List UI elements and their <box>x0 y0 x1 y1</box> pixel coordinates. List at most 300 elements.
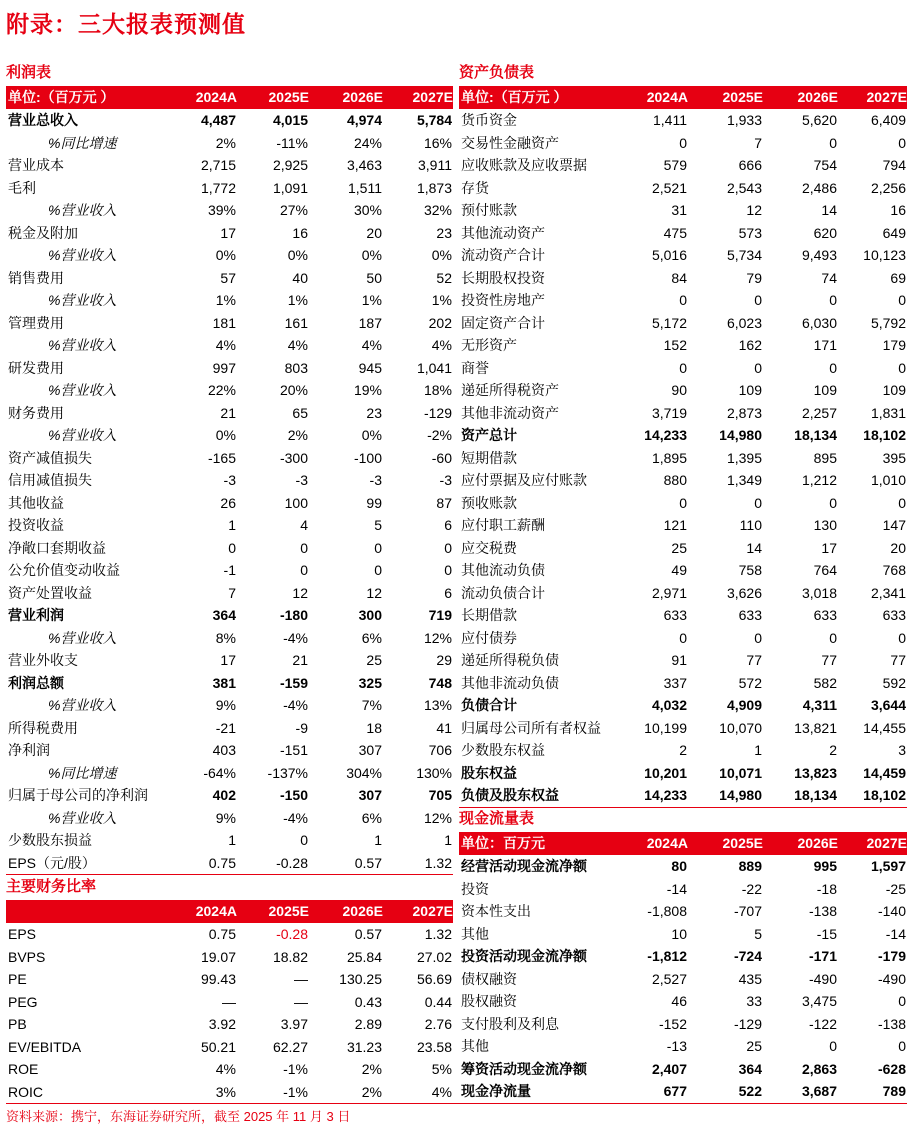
cell-value: -129 <box>423 404 452 421</box>
cell-value: -490 <box>808 970 837 987</box>
cell-value: 2,341 <box>870 584 906 601</box>
row-label: BVPS <box>8 948 46 965</box>
table-row <box>459 717 907 740</box>
cell-value: -129 <box>733 1015 762 1032</box>
header-year: 2026E <box>309 900 383 923</box>
row-label: 少数股东权益 <box>461 742 545 758</box>
cell-value: 14,459 <box>863 764 906 781</box>
cell-value: -64% <box>203 764 236 781</box>
cell-value: 57 <box>220 269 236 286</box>
table-row <box>6 312 453 335</box>
cell-value: 1,597 <box>870 858 906 874</box>
row-label: PE <box>8 971 27 987</box>
cell-value: 17 <box>220 652 236 668</box>
cell-value: 32% <box>423 202 452 218</box>
cell-value: 20 <box>366 224 382 241</box>
cell-value: 56.69 <box>416 971 452 987</box>
row-label: 筹资活动现金流净额 <box>461 1060 587 1077</box>
cell-value: 39% <box>207 202 236 218</box>
row-label: EPS <box>8 926 37 942</box>
row-label: 净敞口套期收益 <box>8 539 106 556</box>
cell-value: 945 <box>358 359 382 376</box>
table-row <box>6 132 453 155</box>
cell-value: 2,407 <box>651 1060 687 1077</box>
table-row <box>459 379 907 402</box>
row-label: 支付股利及利息 <box>461 1015 559 1032</box>
cell-value: 14,233 <box>619 784 688 807</box>
row-label: 预收账款 <box>461 494 517 511</box>
cell-value: 21 <box>220 404 236 421</box>
row-label: %营业收入 <box>48 202 117 218</box>
cell-value: 2,486 <box>801 179 837 196</box>
cell-value: 147 <box>882 517 906 533</box>
cash-flow-title: 现金流量表 <box>459 810 535 827</box>
table-header-row <box>459 832 907 855</box>
table-row <box>6 1013 453 1036</box>
cell-value: 16% <box>423 134 452 151</box>
table-row <box>459 968 907 991</box>
cell-value: 14,980 <box>688 784 763 807</box>
row-label: %同比增速 <box>48 764 117 781</box>
table-row <box>6 762 453 785</box>
cell-value: 33 <box>746 993 762 1009</box>
cell-value: 152 <box>663 337 687 353</box>
table-row <box>459 199 907 222</box>
cell-value: 1,873 <box>416 179 452 196</box>
cell-value: 0 <box>898 993 906 1009</box>
cell-value: 4% <box>215 337 236 353</box>
cell-value: 0 <box>374 539 382 556</box>
cell-value: -724 <box>733 948 762 964</box>
header-year: 2027E <box>838 86 907 109</box>
table-row <box>459 990 907 1013</box>
cell-value: 0 <box>898 494 906 511</box>
cell-value: 18 <box>366 719 382 736</box>
table-row <box>6 582 453 605</box>
cell-value: 764 <box>813 562 837 578</box>
cell-value: -152 <box>658 1015 687 1032</box>
cell-value: 6% <box>361 809 382 826</box>
table-row <box>459 784 907 807</box>
table-row <box>6 829 453 852</box>
cell-value: 0 <box>898 359 906 376</box>
table-row <box>6 492 453 515</box>
cell-value: 13,821 <box>794 719 837 736</box>
cell-value: 6 <box>444 584 452 601</box>
financial-ratios-table <box>6 900 453 1104</box>
cell-value: 0 <box>300 832 308 848</box>
table-row <box>459 514 907 537</box>
row-label: 营业成本 <box>8 157 64 173</box>
table-row <box>6 1058 453 1081</box>
cell-value: 0.57 <box>354 926 382 942</box>
header-year: 2026E <box>763 832 838 855</box>
row-label: 交易性金融资产 <box>461 134 559 151</box>
cell-value: 995 <box>813 858 837 874</box>
cell-value: 9% <box>215 697 236 713</box>
table-row <box>6 739 453 762</box>
row-label: 其他收益 <box>8 494 64 511</box>
row-label: %营业收入 <box>48 809 117 826</box>
cell-value: 187 <box>358 314 382 331</box>
row-label: 少数股东损益 <box>8 832 92 848</box>
cell-value: 3.97 <box>280 1016 308 1032</box>
cell-value: 2.89 <box>354 1016 382 1032</box>
cell-value: 9% <box>215 809 236 826</box>
cell-value: 1,511 <box>348 179 382 196</box>
cell-value: 0% <box>361 247 382 263</box>
cell-value: 4% <box>287 337 308 353</box>
cell-value: 79 <box>746 269 762 286</box>
cell-value: 109 <box>882 382 906 398</box>
cell-value: 50.21 <box>200 1038 236 1055</box>
cell-value: 2,527 <box>651 970 687 987</box>
cell-value: — <box>222 993 236 1010</box>
cell-value: 17 <box>821 539 837 556</box>
cell-value: -140 <box>877 903 906 919</box>
cell-value: -60 <box>431 449 452 466</box>
cell-value: 0% <box>287 247 308 263</box>
cell-value: 2,521 <box>651 179 687 196</box>
cell-value: 1,895 <box>651 449 687 466</box>
cell-value: 9,493 <box>801 247 837 263</box>
cell-value: 31.23 <box>346 1038 382 1055</box>
cell-value: 403 <box>212 742 236 758</box>
cell-value: 748 <box>428 674 452 691</box>
cell-value: 10,123 <box>863 247 906 263</box>
cell-value: 3,719 <box>651 404 687 421</box>
row-label: 税金及附加 <box>8 224 78 241</box>
cell-value: 705 <box>428 787 452 803</box>
cell-value: 0 <box>829 629 837 646</box>
cell-value: -171 <box>808 948 837 964</box>
cell-value: -13 <box>666 1038 687 1054</box>
cell-value: 171 <box>813 337 837 353</box>
table-row <box>6 852 453 875</box>
cell-value: 0 <box>228 539 236 556</box>
cell-value: 5,784 <box>416 112 452 128</box>
cell-value: 14,455 <box>863 719 906 736</box>
cell-value: 1,212 <box>801 472 837 488</box>
cell-value: 12% <box>423 809 452 826</box>
table-row <box>459 402 907 425</box>
cell-value: 0% <box>361 427 382 443</box>
source-note: 资料来源：携宁，东海证券研究所，截至 2025 年 11 月 3 日 <box>6 1109 351 1124</box>
cell-value: 1 <box>374 832 382 848</box>
cell-value: -11% <box>276 134 308 151</box>
cell-value: 0 <box>898 629 906 646</box>
cell-value: 18,102 <box>863 427 906 443</box>
cell-value: 130 <box>813 517 837 533</box>
cell-value: 109 <box>738 382 762 398</box>
table-row <box>459 1058 907 1081</box>
cell-value: 803 <box>284 359 308 376</box>
row-label: 归属于母公司的净利润 <box>8 787 148 803</box>
cell-value: 4% <box>361 337 382 353</box>
row-label: 毛利 <box>8 179 36 196</box>
table-row <box>459 672 907 695</box>
cell-value: 789 <box>838 1080 907 1103</box>
cell-value: — <box>294 993 308 1010</box>
table-row <box>459 357 907 380</box>
row-label: 资产处置收益 <box>8 584 92 601</box>
header-year: 2025E <box>237 900 309 923</box>
table-row <box>459 1013 907 1036</box>
cell-value: 300 <box>358 607 382 623</box>
cell-value: 7% <box>361 697 382 713</box>
cell-value: 22% <box>207 382 236 398</box>
footer-divider <box>6 1103 907 1104</box>
table-row <box>459 1035 907 1058</box>
cell-value: 0 <box>829 1038 837 1054</box>
cell-value: -21 <box>215 719 236 736</box>
cell-value: 1,831 <box>870 404 906 421</box>
table-row <box>459 424 907 447</box>
header-year: 2027E <box>383 900 453 923</box>
row-label: EPS（元/股） <box>6 852 162 875</box>
cell-value: -15 <box>816 925 837 942</box>
cell-value: 0 <box>754 292 762 308</box>
table-row <box>459 855 907 878</box>
cell-value: 14,233 <box>644 427 687 443</box>
cell-value: 649 <box>882 224 906 241</box>
cell-value: 65 <box>292 404 308 421</box>
cell-value: 2,256 <box>870 179 906 196</box>
cell-value: 25 <box>746 1038 762 1054</box>
cell-value: 364 <box>738 1060 762 1077</box>
cell-value: 16 <box>890 202 906 218</box>
table-row <box>459 492 907 515</box>
row-label: 营业总收入 <box>8 112 78 128</box>
cell-value: 12 <box>292 584 308 601</box>
row-label: 投资性房地产 <box>461 292 545 308</box>
cell-value: 997 <box>212 359 236 376</box>
cell-value: 1,933 <box>726 112 762 128</box>
cell-value: 12 <box>746 202 762 218</box>
cell-value: 768 <box>882 562 906 578</box>
cell-value: 80 <box>671 858 687 874</box>
table-row <box>459 762 907 785</box>
row-label: 应付债券 <box>461 629 517 646</box>
cell-value: 573 <box>738 224 762 241</box>
cell-value: 90 <box>671 382 687 398</box>
row-label: 其他 <box>461 925 489 942</box>
row-label: ROIC <box>6 1081 162 1104</box>
table-row <box>6 604 453 627</box>
cell-value: 2% <box>361 1061 382 1077</box>
cell-value: 2,925 <box>272 157 308 173</box>
cell-value: 5 <box>374 517 382 533</box>
cell-value: 100 <box>284 494 308 511</box>
cell-value: 0 <box>754 629 762 646</box>
cell-value: 109 <box>813 382 837 398</box>
cell-value: -4% <box>283 809 308 826</box>
cell-value: -3 <box>295 472 308 488</box>
cell-value: 74 <box>821 269 837 286</box>
cell-value: -0.28 <box>276 926 308 942</box>
cell-value: 758 <box>738 562 762 578</box>
cell-value: 30% <box>353 202 382 218</box>
cell-value: 40 <box>292 269 308 286</box>
cell-value: 21 <box>292 652 308 668</box>
table-header-row <box>6 900 453 923</box>
cell-value: 2,543 <box>726 179 762 196</box>
row-label: 应交税费 <box>461 539 517 556</box>
cell-value: — <box>294 971 308 987</box>
cell-value: 10,199 <box>644 719 687 736</box>
cell-value: 2 <box>829 742 837 758</box>
cell-value: 0% <box>215 427 236 443</box>
income-statement-table <box>6 86 453 875</box>
cell-value: 49 <box>671 562 687 578</box>
table-row <box>6 514 453 537</box>
cell-value: 10,201 <box>644 764 687 781</box>
table-row <box>6 244 453 267</box>
table-row <box>459 923 907 946</box>
row-label: %营业收入 <box>48 697 117 713</box>
row-label: 股东权益 <box>461 764 517 781</box>
row-label: %营业收入 <box>48 629 117 646</box>
cell-value: 13% <box>423 697 452 713</box>
cell-value: 5,172 <box>651 314 687 331</box>
cell-value: 27.02 <box>416 948 452 965</box>
cell-value: 0 <box>829 134 837 151</box>
financial-ratios-title: 主要财务比率 <box>6 878 97 895</box>
cell-value: 4 <box>300 517 308 533</box>
table-row <box>6 694 453 717</box>
cell-value: 1.32 <box>424 926 452 942</box>
cell-value: 794 <box>882 157 906 173</box>
income-statement-title: 利润表 <box>6 64 52 81</box>
cell-value: 6% <box>361 629 382 646</box>
table-row <box>6 991 453 1014</box>
row-label: 信用减值损失 <box>8 472 92 488</box>
cell-value: 1% <box>431 292 452 308</box>
table-row <box>459 267 907 290</box>
header-year: 2027E <box>383 86 453 109</box>
cell-value: -165 <box>207 449 236 466</box>
row-label: %营业收入 <box>48 247 117 263</box>
cell-value: 69 <box>890 269 906 286</box>
row-label: 其他非流动负债 <box>461 674 559 691</box>
cell-value: 0.75 <box>208 926 236 942</box>
cell-value: -122 <box>808 1015 837 1032</box>
cell-value: 14 <box>821 202 837 218</box>
cell-value: 4,015 <box>272 112 308 128</box>
table-row <box>6 109 453 132</box>
cell-value: 14 <box>746 539 762 556</box>
cell-value: 162 <box>738 337 762 353</box>
cell-value: 25.84 <box>346 948 382 965</box>
table-row <box>459 694 907 717</box>
cell-value: 77 <box>821 652 837 668</box>
table-row <box>459 334 907 357</box>
row-label: 应付票据及应付账款 <box>461 472 587 488</box>
row-label: 其他非流动资产 <box>461 404 559 421</box>
cell-value: 2% <box>215 134 236 151</box>
cell-value: 179 <box>882 337 906 353</box>
row-label: PB <box>8 1016 27 1032</box>
cell-value: -150 <box>279 787 308 803</box>
row-label: 无形资产 <box>461 337 517 353</box>
cell-value: 5,792 <box>870 314 906 331</box>
cell-value: -25 <box>885 880 906 897</box>
cell-value: 41 <box>436 719 452 736</box>
table-row <box>6 289 453 312</box>
cell-value: 110 <box>739 517 762 533</box>
table-row <box>459 469 907 492</box>
cell-value: 0 <box>444 562 452 578</box>
cell-value: 1.32 <box>383 852 453 875</box>
table-row <box>6 379 453 402</box>
table-row <box>459 582 907 605</box>
cell-value: 10,070 <box>719 719 762 736</box>
row-label: %同比增速 <box>48 134 117 151</box>
cell-value: 4% <box>383 1081 453 1104</box>
cell-value: -138 <box>808 903 837 919</box>
row-label: 存货 <box>461 179 489 196</box>
row-label: 营业利润 <box>8 607 64 623</box>
cell-value: 0.75 <box>162 852 237 875</box>
header-year: 2027E <box>838 832 907 855</box>
cell-value: 77 <box>746 652 762 668</box>
cell-value: -4% <box>283 629 308 646</box>
cell-value: 0 <box>898 292 906 308</box>
cell-value: 3,626 <box>726 584 762 601</box>
cell-value: 895 <box>813 449 837 466</box>
row-label: 投资 <box>461 880 489 897</box>
table-row <box>6 469 453 492</box>
table-row <box>459 154 907 177</box>
cell-value: -2% <box>427 427 452 443</box>
cell-value: 3,911 <box>418 157 452 173</box>
cell-value: -4% <box>283 697 308 713</box>
row-label: 其他 <box>461 1038 489 1054</box>
cell-value: -1,808 <box>647 903 687 919</box>
cell-value: 0 <box>679 292 687 308</box>
cell-value: 121 <box>663 517 687 533</box>
cell-value: 0 <box>829 292 837 308</box>
row-label: %营业收入 <box>48 292 117 308</box>
cell-value: 12 <box>366 584 382 601</box>
cell-value: -300 <box>279 449 308 466</box>
cell-value: 181 <box>212 314 236 331</box>
cell-value: 99.43 <box>200 971 236 987</box>
header-unit-label <box>6 900 162 923</box>
cell-value: 0.57 <box>309 852 383 875</box>
cell-value: 5 <box>754 925 762 942</box>
cell-value: 633 <box>813 607 837 623</box>
cell-value: 16 <box>292 224 308 241</box>
row-label: 资产总计 <box>461 427 517 443</box>
row-label: %营业收入 <box>48 382 117 398</box>
row-label: 应收账款及应收票据 <box>461 157 587 173</box>
cell-value: 1 <box>444 832 452 848</box>
cell-value: 5,734 <box>726 247 762 263</box>
table-row <box>6 807 453 830</box>
cell-value: 3,475 <box>801 993 837 1009</box>
cell-value: 12% <box>423 629 452 646</box>
cell-value: 1% <box>287 292 308 308</box>
row-label: 债权融资 <box>461 970 517 987</box>
cell-value: 6,030 <box>801 314 837 331</box>
cell-value: 84 <box>671 269 687 286</box>
table-row <box>6 154 453 177</box>
row-label: 投资收益 <box>8 517 64 533</box>
cell-value: 18,134 <box>794 427 837 443</box>
cell-value: 395 <box>882 449 906 466</box>
cell-value: 87 <box>436 494 452 511</box>
